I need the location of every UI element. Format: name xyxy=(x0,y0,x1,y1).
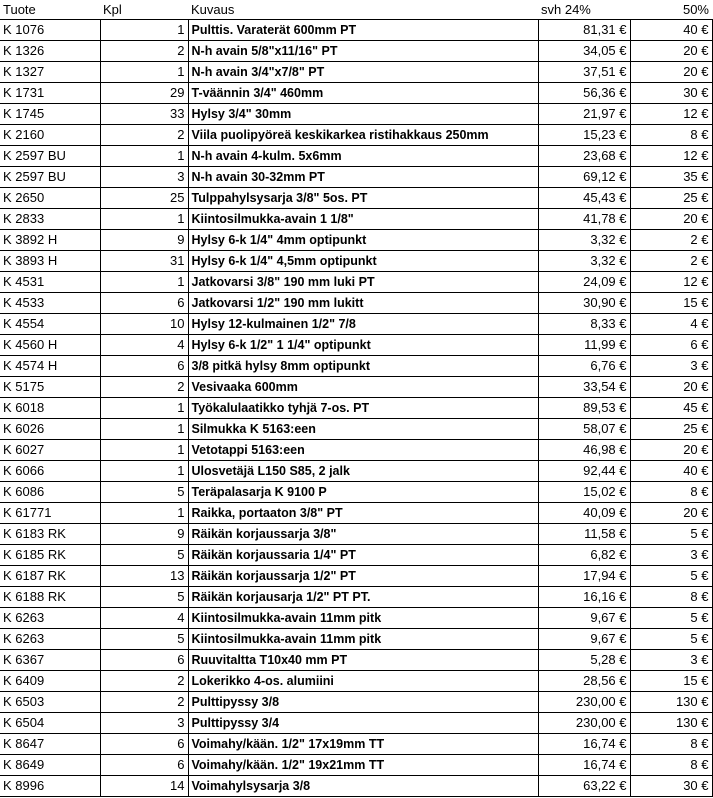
table-row xyxy=(0,356,712,377)
quantity-cell: 1 xyxy=(100,20,188,41)
discount-price-cell: 12 € xyxy=(630,104,712,125)
quantity-cell: 6 xyxy=(100,734,188,755)
description-cell: Hylsy 6-k 1/4" 4,5mm optipunkt xyxy=(188,251,538,272)
discount-price-cell: 45 € xyxy=(630,398,712,419)
description-cell: Jatkovarsi 3/8" 190 mm luki PT xyxy=(188,272,538,293)
col-header-description: Kuvaus xyxy=(188,0,538,20)
quantity-cell: 14 xyxy=(100,776,188,797)
product-code-cell: K 1731 xyxy=(0,83,100,104)
description-cell: 3/8 pitkä hylsy 8mm optipunkt xyxy=(188,356,538,377)
description-cell: Pulttis. Varaterät 600mm PT xyxy=(188,20,538,41)
table-row xyxy=(0,146,712,167)
product-code-cell: K 6185 RK xyxy=(0,545,100,566)
price-cell: 16,74 € xyxy=(538,755,630,776)
description-cell: Voimahylsysarja 3/8 xyxy=(188,776,538,797)
discount-price-cell: 15 € xyxy=(630,671,712,692)
discount-price-cell: 8 € xyxy=(630,125,712,146)
description-cell: Voimahy/kään. 1/2" 17x19mm TT xyxy=(188,734,538,755)
description-cell: Kiintosilmukka-avain 1 1/8" xyxy=(188,209,538,230)
discount-price-cell: 5 € xyxy=(630,566,712,587)
product-code-cell: K 2833 xyxy=(0,209,100,230)
quantity-cell: 4 xyxy=(100,608,188,629)
price-cell: 92,44 € xyxy=(538,461,630,482)
quantity-cell: 2 xyxy=(100,125,188,146)
table-row xyxy=(0,440,712,461)
product-code-cell: K 6263 xyxy=(0,629,100,650)
discount-price-cell: 3 € xyxy=(630,650,712,671)
table-row xyxy=(0,83,712,104)
price-cell: 37,51 € xyxy=(538,62,630,83)
price-cell: 21,97 € xyxy=(538,104,630,125)
discount-price-cell: 2 € xyxy=(630,251,712,272)
price-cell: 8,33 € xyxy=(538,314,630,335)
table-row xyxy=(0,62,712,83)
description-cell: N-h avain 3/4"x7/8" PT xyxy=(188,62,538,83)
product-code-cell: K 1076 xyxy=(0,20,100,41)
description-cell: Räikän korjaussaria 1/4" PT xyxy=(188,545,538,566)
table-row xyxy=(0,251,712,272)
table-row xyxy=(0,734,712,755)
table-row xyxy=(0,608,712,629)
discount-price-cell: 8 € xyxy=(630,587,712,608)
quantity-cell: 5 xyxy=(100,545,188,566)
quantity-cell: 1 xyxy=(100,272,188,293)
description-cell: Hylsy 12-kulmainen 1/2" 7/8 xyxy=(188,314,538,335)
discount-price-cell: 8 € xyxy=(630,734,712,755)
description-cell: Räikän korjausarja 1/2" PT PT. xyxy=(188,587,538,608)
quantity-cell: 1 xyxy=(100,62,188,83)
discount-price-cell: 20 € xyxy=(630,377,712,398)
discount-price-cell: 15 € xyxy=(630,293,712,314)
description-cell: N-h avain 5/8"x11/16" PT xyxy=(188,41,538,62)
price-cell: 28,56 € xyxy=(538,671,630,692)
price-cell: 3,32 € xyxy=(538,230,630,251)
price-cell: 11,58 € xyxy=(538,524,630,545)
discount-price-cell: 130 € xyxy=(630,713,712,734)
quantity-cell: 1 xyxy=(100,461,188,482)
product-code-cell: K 5175 xyxy=(0,377,100,398)
discount-price-cell: 3 € xyxy=(630,545,712,566)
price-cell: 6,76 € xyxy=(538,356,630,377)
product-code-cell: K 2597 BU xyxy=(0,167,100,188)
discount-price-cell: 30 € xyxy=(630,776,712,797)
description-cell: Teräpalasarja K 9100 P xyxy=(188,482,538,503)
header-row xyxy=(0,0,712,20)
discount-price-cell: 25 € xyxy=(630,188,712,209)
quantity-cell: 1 xyxy=(100,440,188,461)
quantity-cell: 1 xyxy=(100,146,188,167)
quantity-cell: 5 xyxy=(100,629,188,650)
product-code-cell: K 6188 RK xyxy=(0,587,100,608)
table-row xyxy=(0,377,712,398)
price-cell: 30,90 € xyxy=(538,293,630,314)
table-row xyxy=(0,503,712,524)
table-row xyxy=(0,755,712,776)
table-row xyxy=(0,545,712,566)
quantity-cell: 2 xyxy=(100,377,188,398)
table-row xyxy=(0,41,712,62)
discount-price-cell: 35 € xyxy=(630,167,712,188)
price-cell: 15,02 € xyxy=(538,482,630,503)
price-cell: 63,22 € xyxy=(538,776,630,797)
discount-price-cell: 5 € xyxy=(630,524,712,545)
price-cell: 89,53 € xyxy=(538,398,630,419)
product-code-cell: K 8996 xyxy=(0,776,100,797)
description-cell: Voimahy/kään. 1/2" 19x21mm TT xyxy=(188,755,538,776)
description-cell: Jatkovarsi 1/2" 190 mm lukitt xyxy=(188,293,538,314)
quantity-cell: 6 xyxy=(100,755,188,776)
description-cell: Hylsy 6-k 1/2" 1 1/4" optipunkt xyxy=(188,335,538,356)
price-cell: 46,98 € xyxy=(538,440,630,461)
price-cell: 17,94 € xyxy=(538,566,630,587)
price-cell: 33,54 € xyxy=(538,377,630,398)
price-cell: 69,12 € xyxy=(538,167,630,188)
discount-price-cell: 3 € xyxy=(630,356,712,377)
product-code-cell: K 4554 xyxy=(0,314,100,335)
discount-price-cell: 20 € xyxy=(630,503,712,524)
product-code-cell: K 6026 xyxy=(0,419,100,440)
description-cell: Kiintosilmukka-avain 11mm pitk xyxy=(188,629,538,650)
description-cell: T-väännin 3/4" 460mm xyxy=(188,83,538,104)
price-cell: 230,00 € xyxy=(538,692,630,713)
table-row xyxy=(0,482,712,503)
quantity-cell: 13 xyxy=(100,566,188,587)
table-row xyxy=(0,398,712,419)
product-code-cell: K 6409 xyxy=(0,671,100,692)
discount-price-cell: 5 € xyxy=(630,629,712,650)
price-cell: 81,31 € xyxy=(538,20,630,41)
discount-price-cell: 20 € xyxy=(630,440,712,461)
description-cell: N-h avain 4-kulm. 5x6mm xyxy=(188,146,538,167)
discount-price-cell: 40 € xyxy=(630,20,712,41)
table-row xyxy=(0,713,712,734)
description-cell: Pulttipyssy 3/8 xyxy=(188,692,538,713)
price-cell: 5,28 € xyxy=(538,650,630,671)
table-row xyxy=(0,104,712,125)
price-cell: 58,07 € xyxy=(538,419,630,440)
price-cell: 11,99 € xyxy=(538,335,630,356)
table-row xyxy=(0,671,712,692)
price-cell: 16,16 € xyxy=(538,587,630,608)
description-cell: Hylsy 3/4" 30mm xyxy=(188,104,538,125)
table-row xyxy=(0,419,712,440)
description-cell: Räikän korjaussarja 3/8" xyxy=(188,524,538,545)
quantity-cell: 25 xyxy=(100,188,188,209)
price-cell: 56,36 € xyxy=(538,83,630,104)
quantity-cell: 33 xyxy=(100,104,188,125)
table-row xyxy=(0,776,712,797)
quantity-cell: 2 xyxy=(100,671,188,692)
table-row xyxy=(0,209,712,230)
price-cell: 6,82 € xyxy=(538,545,630,566)
description-cell: Lokerikko 4-os. alumiini xyxy=(188,671,538,692)
table-row xyxy=(0,314,712,335)
price-cell: 9,67 € xyxy=(538,608,630,629)
discount-price-cell: 6 € xyxy=(630,335,712,356)
description-cell: Työkalulaatikko tyhjä 7-os. PT xyxy=(188,398,538,419)
quantity-cell: 1 xyxy=(100,419,188,440)
price-cell: 15,23 € xyxy=(538,125,630,146)
price-cell: 40,09 € xyxy=(538,503,630,524)
price-cell: 24,09 € xyxy=(538,272,630,293)
quantity-cell: 10 xyxy=(100,314,188,335)
product-code-cell: K 6503 xyxy=(0,692,100,713)
quantity-cell: 5 xyxy=(100,587,188,608)
description-cell: Vetotappi 5163:een xyxy=(188,440,538,461)
price-cell: 23,68 € xyxy=(538,146,630,167)
discount-price-cell: 8 € xyxy=(630,755,712,776)
price-cell: 230,00 € xyxy=(538,713,630,734)
table-row xyxy=(0,587,712,608)
quantity-cell: 1 xyxy=(100,209,188,230)
description-cell: Räikän korjaussarja 1/2" PT xyxy=(188,566,538,587)
description-cell: Vesivaaka 600mm xyxy=(188,377,538,398)
discount-price-cell: 30 € xyxy=(630,83,712,104)
col-header-product: Tuote xyxy=(0,0,100,20)
product-code-cell: K 6018 xyxy=(0,398,100,419)
quantity-cell: 2 xyxy=(100,41,188,62)
product-code-cell: K 6183 RK xyxy=(0,524,100,545)
discount-price-cell: 25 € xyxy=(630,419,712,440)
table-row xyxy=(0,650,712,671)
discount-price-cell: 2 € xyxy=(630,230,712,251)
product-code-cell: K 8649 xyxy=(0,755,100,776)
product-code-cell: K 6504 xyxy=(0,713,100,734)
price-cell: 9,67 € xyxy=(538,629,630,650)
description-cell: Ruuvitaltta T10x40 mm PT xyxy=(188,650,538,671)
table-row xyxy=(0,20,712,41)
discount-price-cell: 8 € xyxy=(630,482,712,503)
price-cell: 3,32 € xyxy=(538,251,630,272)
product-code-cell: K 4574 H xyxy=(0,356,100,377)
description-cell: Tulppahylsysarja 3/8" 5os. PT xyxy=(188,188,538,209)
price-cell: 16,74 € xyxy=(538,734,630,755)
table-row xyxy=(0,125,712,146)
discount-price-cell: 20 € xyxy=(630,209,712,230)
table-row xyxy=(0,335,712,356)
quantity-cell: 9 xyxy=(100,524,188,545)
product-code-cell: K 1745 xyxy=(0,104,100,125)
product-code-cell: K 2597 BU xyxy=(0,146,100,167)
table-row xyxy=(0,524,712,545)
quantity-cell: 1 xyxy=(100,398,188,419)
description-cell: Ulosvetäjä L150 S85, 2 jalk xyxy=(188,461,538,482)
product-code-cell: K 6367 xyxy=(0,650,100,671)
quantity-cell: 1 xyxy=(100,503,188,524)
quantity-cell: 6 xyxy=(100,650,188,671)
price-cell: 45,43 € xyxy=(538,188,630,209)
table-row xyxy=(0,692,712,713)
table-row xyxy=(0,167,712,188)
product-code-cell: K 4533 xyxy=(0,293,100,314)
table-row xyxy=(0,188,712,209)
table-row xyxy=(0,272,712,293)
product-code-cell: K 3893 H xyxy=(0,251,100,272)
discount-price-cell: 130 € xyxy=(630,692,712,713)
table-row xyxy=(0,461,712,482)
quantity-cell: 5 xyxy=(100,482,188,503)
product-code-cell: K 2160 xyxy=(0,125,100,146)
product-code-cell: K 61771 xyxy=(0,503,100,524)
table-row xyxy=(0,293,712,314)
quantity-cell: 6 xyxy=(100,356,188,377)
product-code-cell: K 6027 xyxy=(0,440,100,461)
quantity-cell: 31 xyxy=(100,251,188,272)
table-row xyxy=(0,566,712,587)
description-cell: N-h avain 30-32mm PT xyxy=(188,167,538,188)
description-cell: Kiintosilmukka-avain 11mm pitk xyxy=(188,608,538,629)
discount-price-cell: 12 € xyxy=(630,146,712,167)
product-code-cell: K 6187 RK xyxy=(0,566,100,587)
table-row xyxy=(0,629,712,650)
product-code-cell: K 3892 H xyxy=(0,230,100,251)
product-code-cell: K 4560 H xyxy=(0,335,100,356)
product-code-cell: K 1327 xyxy=(0,62,100,83)
quantity-cell: 3 xyxy=(100,713,188,734)
description-cell: Silmukka K 5163:een xyxy=(188,419,538,440)
product-code-cell: K 4531 xyxy=(0,272,100,293)
quantity-cell: 29 xyxy=(100,83,188,104)
product-code-cell: K 6086 xyxy=(0,482,100,503)
col-header-qty: Kpl xyxy=(100,0,188,20)
discount-price-cell: 12 € xyxy=(630,272,712,293)
quantity-cell: 2 xyxy=(100,692,188,713)
description-cell: Raikka, portaaton 3/8" PT xyxy=(188,503,538,524)
product-code-cell: K 1326 xyxy=(0,41,100,62)
quantity-cell: 4 xyxy=(100,335,188,356)
description-cell: Viila puolipyöreä keskikarkea ristihakkaus 250mm xyxy=(188,125,538,146)
table-row xyxy=(0,230,712,251)
discount-price-cell: 4 € xyxy=(630,314,712,335)
col-header-price: svh 24% xyxy=(538,0,630,20)
description-cell: Hylsy 6-k 1/4" 4mm optipunkt xyxy=(188,230,538,251)
quantity-cell: 6 xyxy=(100,293,188,314)
discount-price-cell: 20 € xyxy=(630,41,712,62)
discount-price-cell: 40 € xyxy=(630,461,712,482)
price-cell: 41,78 € xyxy=(538,209,630,230)
quantity-cell: 3 xyxy=(100,167,188,188)
col-header-discount: 50% xyxy=(630,0,712,20)
price-cell: 34,05 € xyxy=(538,41,630,62)
product-code-cell: K 6066 xyxy=(0,461,100,482)
product-code-cell: K 8647 xyxy=(0,734,100,755)
product-code-cell: K 6263 xyxy=(0,608,100,629)
quantity-cell: 9 xyxy=(100,230,188,251)
discount-price-cell: 5 € xyxy=(630,608,712,629)
description-cell: Pulttipyssy 3/4 xyxy=(188,713,538,734)
product-code-cell: K 2650 xyxy=(0,188,100,209)
discount-price-cell: 20 € xyxy=(630,62,712,83)
